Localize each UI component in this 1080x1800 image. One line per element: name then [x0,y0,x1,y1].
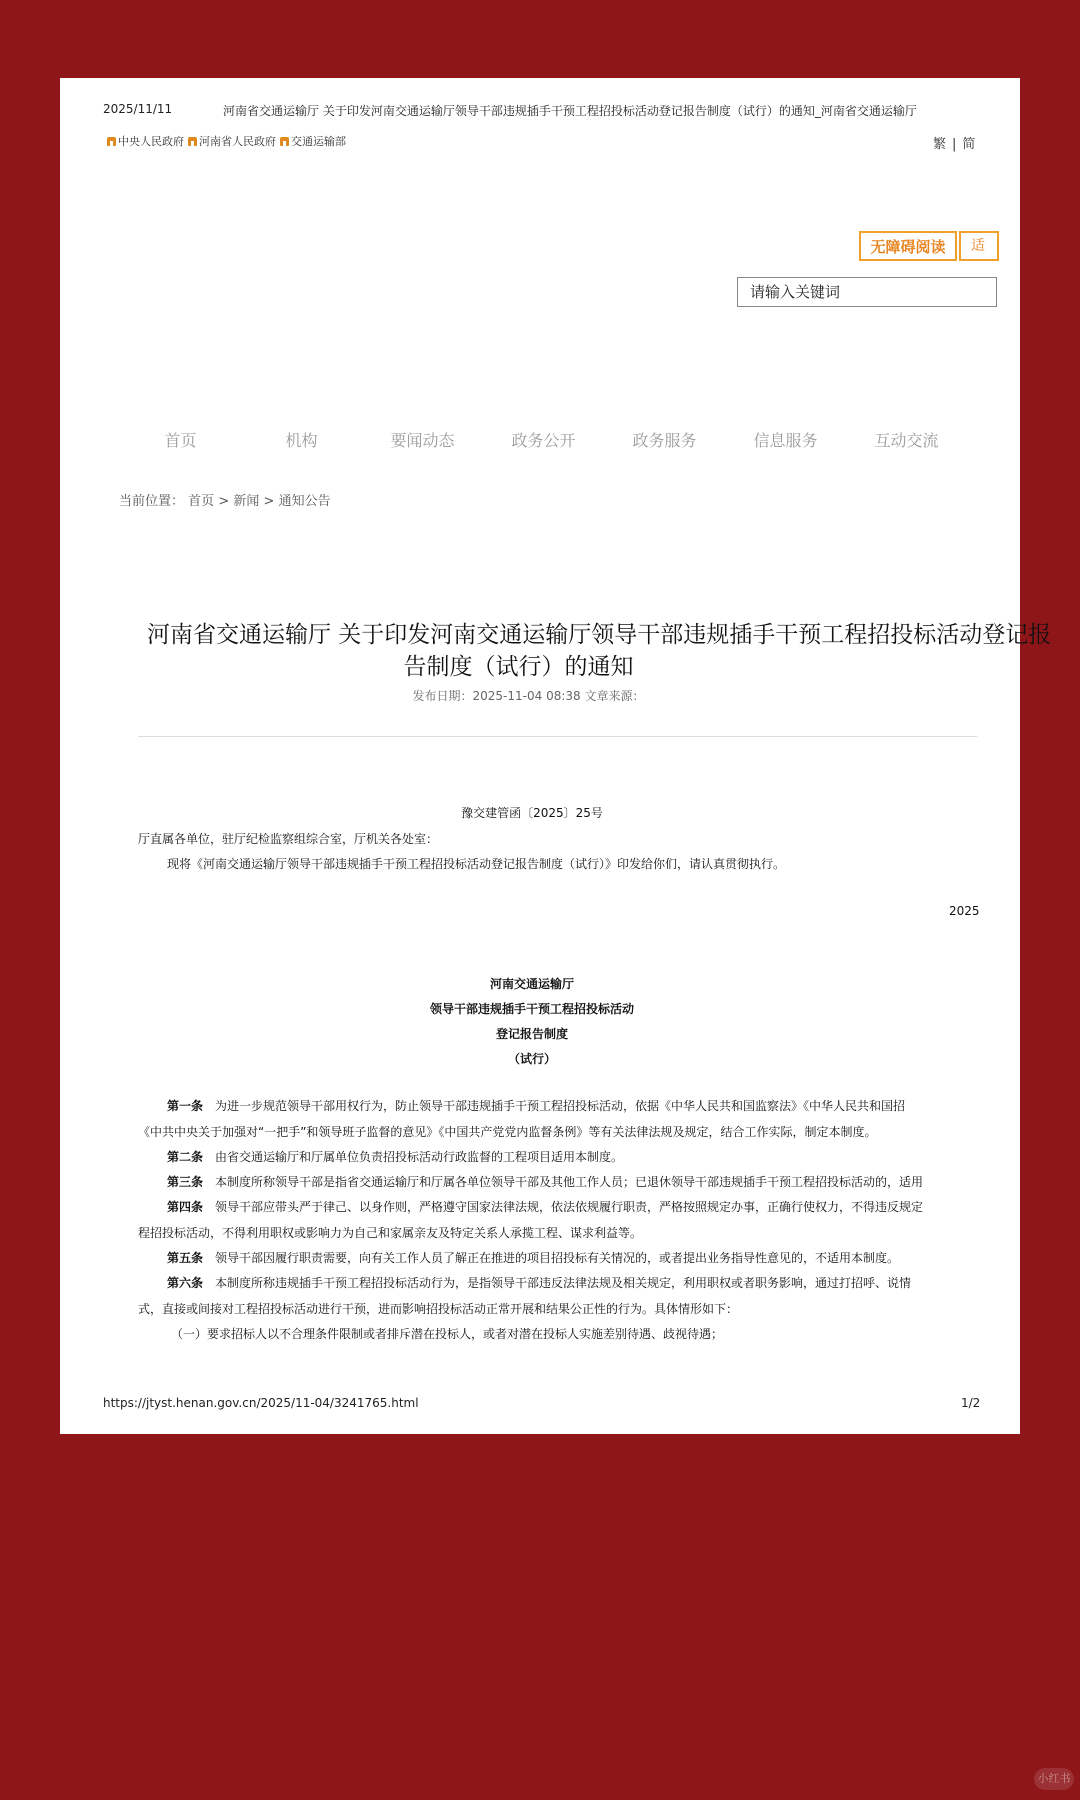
nav-news[interactable]: 要闻动态 [390,431,455,450]
breadcrumb-label: 当前位置： [119,494,185,509]
printed-page [60,78,1052,1434]
home-icon [280,137,289,146]
top-links [107,133,346,149]
link-ministry-transport[interactable]: 交通运输部 [280,133,346,149]
divider [138,736,977,737]
article-label: 第五条 [167,1251,204,1265]
watermark: 小红书 [1034,1768,1074,1790]
regulation-title-2: 领导干部违规插手干预工程招投标活动 [429,1002,634,1016]
issue-date: 2025 [949,904,980,918]
article-title-line2: 告制度（试行）的通知 [403,654,634,680]
article-text: 本制度所称领导干部是指省交通运输厅和厅属各单位领导干部及其他工作人员；已退休领导干部违规插手干预工程招投标活动的，适用 [215,1175,924,1189]
publish-info: 发布日期：2025-11-04 08:38 文章来源： [412,689,645,703]
breadcrumb-home[interactable]: 首页 [188,494,215,509]
article-2 [167,1148,623,1165]
lang-simplified[interactable]: 简 [962,137,976,152]
article-label: 第六条 [167,1276,204,1290]
nav-info-services[interactable]: 信息服务 [753,431,818,450]
article-6-cont: 式，直接或间接对工程招投标活动进行干预，进而影响招投标活动正常开展和结果公正性的行为。具体情形如下： [138,1302,739,1316]
article-4-cont: 程招投标活动，不得利用职权或影响力为自己和家属亲友及特定关系人承揽工程、谋求利益等。 [138,1226,643,1240]
regulation-title-3: 登记报告制度 [495,1027,568,1041]
breadcrumb-notices[interactable]: 通知公告 [278,494,331,509]
breadcrumb-news[interactable]: 新闻 [233,494,260,509]
article-text: 本制度所称违规插手干预工程招投标活动行为，是指领导干部违反法律法规及相关规定，利用职权或者职务影响，通过打招呼、说情 [215,1276,912,1290]
article-label: 第四条 [167,1200,204,1214]
language-switch [933,133,975,152]
article-text: 领导干部应带头严于律己、以身作则，严格遵守国家法律法规，依法依规履行职责，严格按照规定办事，正确行使权力，不得违反规定 [215,1200,924,1214]
article-1 [167,1097,905,1114]
article-label: 第二条 [167,1150,204,1164]
nav-services[interactable]: 政务服务 [632,431,697,450]
article-5 [167,1249,899,1266]
article-4 [167,1198,923,1215]
breadcrumb [119,490,331,509]
nav-organization[interactable]: 机构 [285,431,318,450]
regulation-title-4: （试行） [507,1052,556,1066]
nav-home[interactable]: 首页 [164,431,197,450]
main-nav [120,428,967,451]
article-label: 第一条 [167,1099,204,1113]
regulation-title-1: 河南交通运输厅 [489,977,574,991]
article-label: 第三条 [167,1175,204,1189]
print-footer-page: 1/2 [961,1396,981,1410]
print-date: 2025/11/11 [103,102,173,116]
breadcrumb-separator: > [263,494,275,509]
breadcrumb-separator: > [218,494,230,509]
article-text: 领导干部因履行职责需要，向有关工作人员了解正在推进的项目招投标有关情况的，或者提出业务指导性意见的，不适用本制度。 [215,1251,900,1265]
addressee: 厅直属各单位，驻厅纪检监察组综合室，厅机关各处室： [138,832,439,846]
home-icon [188,137,197,146]
print-footer-url: https://jtyst.henan.gov.cn/2025/11-04/3241765.html [103,1396,419,1410]
article-text: 为进一步规范领导干部用权行为，防止领导干部违规插手干预工程招投标活动，依据《中华人民共和国监察法》《中华人民共和国招 [215,1099,906,1113]
print-header-title: 河南省交通运输厅 关于印发河南交通运输厅领导干部违规插手干预工程招投标活动登记报告制度（试行）的通知_河南省交通运输厅 [223,104,917,118]
document-number: 豫交建管函〔2025〕25号 [461,806,603,820]
link-henan-gov[interactable]: 河南省人民政府 [188,133,276,149]
page-content [60,78,1052,1434]
lang-traditional[interactable]: 繁 [933,137,947,152]
article-title-line1: 河南省交通运输厅 关于印发河南交通运输厅领导干部违规插手干预工程招投标活动登记报 [147,622,1052,648]
article-6-item-1: （一）要求招标人以不合理条件限制或者排斥潜在投标人，或者对潜在投标人实施差别待遇、歧视待遇； [171,1327,724,1341]
search-input[interactable]: 请输入关键词 [737,277,997,307]
article-1-cont: 《中共中央关于加强对“一把手”和领导班子监督的意见》《中国共产党党内监督条例》等有关法律法规及规定，结合工作实际，制定本制度。 [138,1125,877,1139]
home-icon [107,137,116,146]
article-3 [167,1173,923,1190]
accessibility-button-2[interactable]: 适 [959,231,999,261]
lang-separator: | [952,137,957,152]
link-central-gov[interactable]: 中央人民政府 [107,133,184,149]
intro-paragraph: 现将《河南交通运输厅领导干部违规插手干预工程招投标活动登记报告制度（试行）》印发给你们，请认真贯彻执行。 [167,857,786,871]
article-text: 由省交通运输厅和厅属单位负责招投标活动行政监督的工程项目适用本制度。 [215,1150,624,1164]
accessibility-button[interactable]: 无障碍阅读 [859,231,957,261]
article-6 [167,1274,911,1291]
nav-gov-affairs[interactable]: 政务公开 [511,431,576,450]
nav-interaction[interactable]: 互动交流 [874,431,939,450]
